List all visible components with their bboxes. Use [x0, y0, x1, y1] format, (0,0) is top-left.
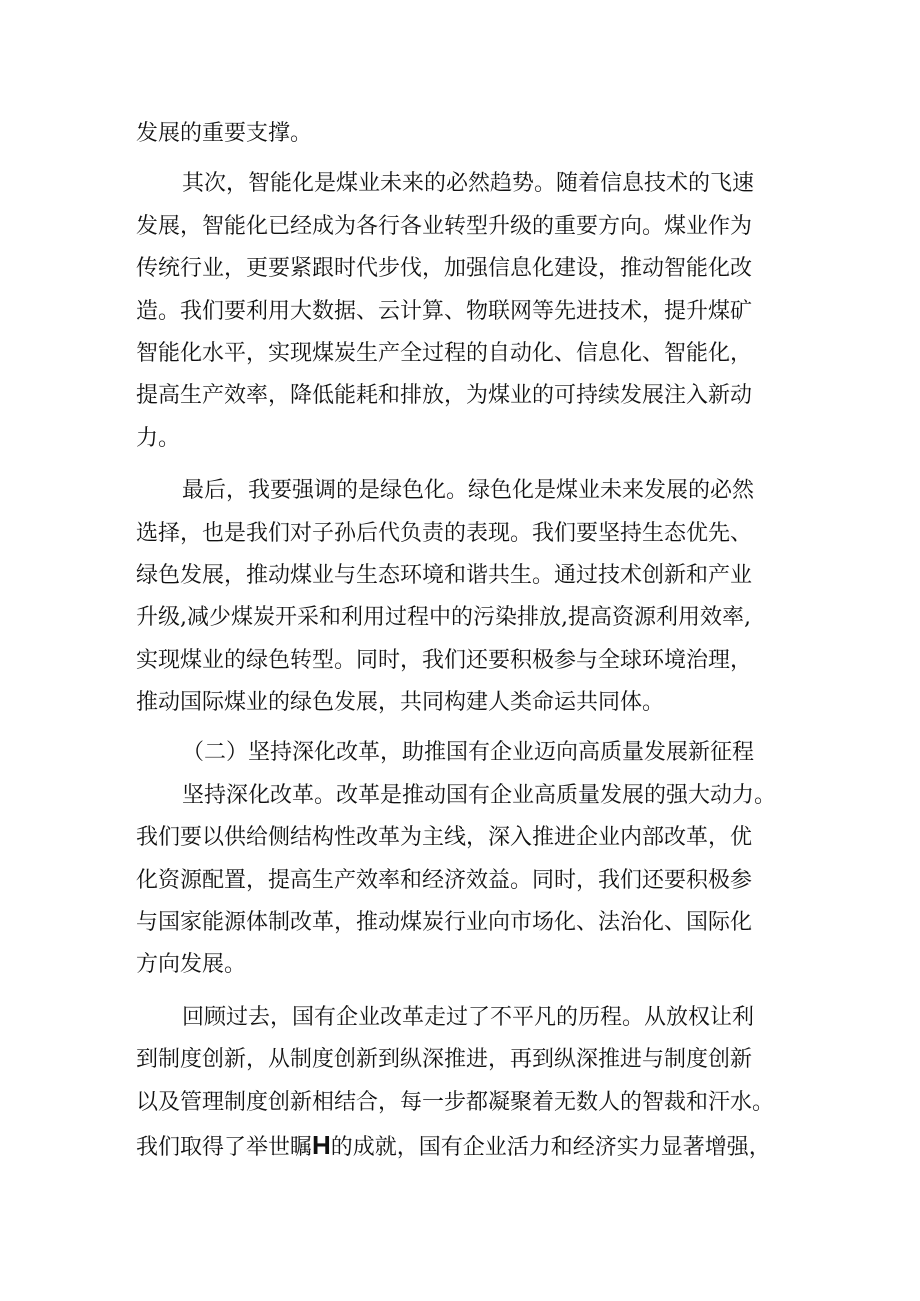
paragraph-line: 回顾过去，国有企业改革走过了不平凡的历程。从放权让利 — [182, 1004, 755, 1030]
paragraph-line: 推动国际煤业的绿色发展，共同构建人类命运共同体。 — [136, 690, 665, 716]
text-segment: 我们取得了举世瞩 — [136, 1134, 313, 1160]
paragraph-line: 坚持深化改革。改革是推动国有企业高质量发展的强大动力。 — [182, 782, 777, 808]
paragraph-line: 传统行业，更要紧跟时代步伐，加强信息化建设，推动智能化改 — [136, 256, 753, 282]
paragraph-line: 提高生产效率，降低能耗和排放，为煤业的可持续发展注入新动 — [136, 383, 753, 409]
paragraph-line: 与国家能源体制改革，推动煤炭行业向市场化、法治化、国际化 — [136, 910, 753, 936]
paragraph-line: 其次，智能化是煤业未来的必然趋势。随着信息技术的飞速 — [182, 171, 755, 197]
paragraph-line: 实现煤业的绿色转型。同时，我们还要积极参与全球环境治理， — [136, 647, 753, 673]
paragraph-line: 到制度创新，从制度创新到纵深推进，再到纵深推进与制度创新 — [136, 1047, 753, 1073]
ocr-glyph: H — [312, 1129, 331, 1160]
paragraph-line-last — [136, 1124, 796, 1166]
paragraph-green — [136, 470, 796, 724]
paragraph-line: 以及管理制度创新相结合，每一步都凝聚着无数人的智裁和汗水。 — [136, 1089, 775, 1115]
body-text — [136, 113, 796, 1166]
paragraph-line: 选择，也是我们对子孙后代负责的表现。我们要坚持生态优先、 — [136, 520, 753, 546]
paragraph-line: 我们要以供给侧结构性改革为主线，深入推进企业内部改革，优 — [136, 825, 753, 851]
paragraph-line: 发展，智能化已经成为各行各业转型升级的重要方向。煤业作为 — [136, 213, 753, 239]
paragraph-review — [136, 997, 796, 1167]
paragraph-line: 升级,减少煤炭开采和利用过程中的污染排放,提高资源利用效率, — [136, 605, 751, 631]
text-segment: 的成就，国有企业活力和经济实力显著增强， — [330, 1134, 771, 1160]
paragraph-intelligence — [136, 163, 796, 460]
section-heading: （二）坚持深化改革，助推国有企业迈向高质量发展新征程 — [182, 740, 755, 766]
paragraph-line: 智能化水平，实现煤炭生产全过程的自动化、信息化、智能化， — [136, 340, 753, 366]
paragraph-line: 化资源配置，提高生产效率和经济效益。同时，我们还要积极参 — [136, 867, 753, 893]
paragraph-line: 力。 — [136, 425, 181, 451]
paragraph-line: 方向发展。 — [136, 952, 247, 978]
paragraph-line: 发展的重要支撑。 — [136, 121, 313, 146]
paragraph-reform — [136, 775, 796, 987]
paragraph-line: 绿色发展，推动煤业与生态环境和谐共生。通过技术创新和产业 — [136, 562, 753, 588]
paragraph-line: 造。我们要利用大数据、云计算、物联网等先进技术，提升煤矿 — [136, 298, 753, 324]
paragraph-line: 最后，我要强调的是绿色化。绿色化是煤业未来发展的必然 — [182, 478, 755, 504]
